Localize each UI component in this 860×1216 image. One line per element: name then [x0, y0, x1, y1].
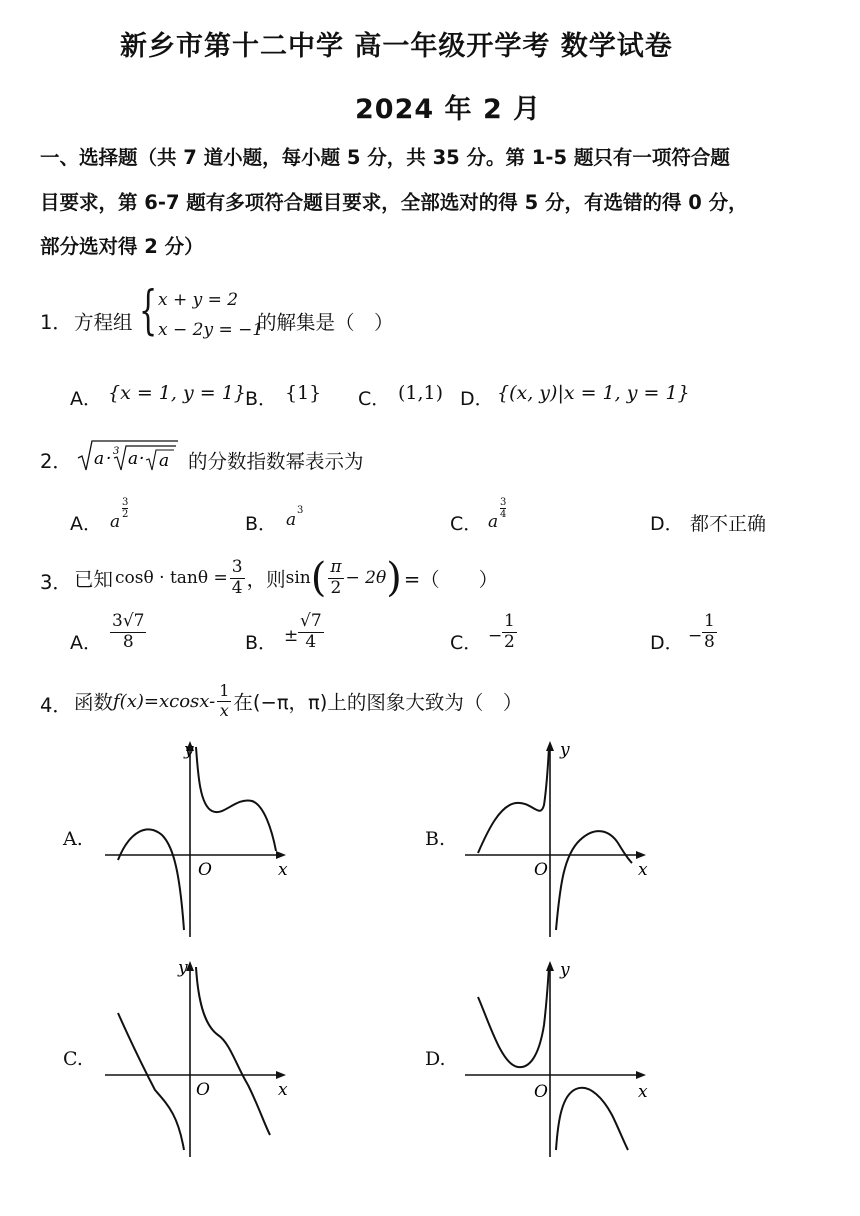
graph-c-label: C. — [63, 1048, 83, 1070]
q2-option-c-exp-num: 3 — [500, 497, 507, 508]
q1-option-c-label: C． — [358, 388, 391, 410]
q3-stem — [74, 555, 498, 601]
q3-left-paren: ( — [310, 555, 327, 601]
q3-sin: sin — [285, 568, 311, 588]
q3-option-d-num: 1 — [704, 611, 715, 631]
q1-equation-1: x + y = 2 — [158, 290, 239, 310]
q2-option-d: 都不正确 — [690, 513, 767, 535]
graph-c-curve-left — [118, 1013, 184, 1150]
q2-option-a-exp-den: 2 — [122, 509, 129, 520]
graph-a-x-label: x — [278, 860, 288, 880]
q1-suffix: 的解集是（ ） — [257, 311, 394, 334]
q3-option-a-num: 3√7 — [112, 611, 145, 631]
q3-arg-den: 2 — [330, 577, 342, 598]
graph-a-curve-right — [196, 747, 276, 851]
q1-option-d-label: D． — [460, 388, 494, 410]
q3-suffix: =（ ） — [403, 568, 499, 591]
q3-option-b-den: 4 — [305, 631, 317, 652]
q2-number: 2． — [40, 450, 72, 473]
graph-c-x-arrow — [276, 1071, 286, 1079]
svg-text:·: · — [106, 449, 112, 469]
q1-number: 1． — [40, 311, 72, 334]
q3-option-c-den: 2 — [504, 631, 515, 652]
q1-prefix: 方程组 — [74, 311, 133, 334]
q4-stem — [74, 678, 522, 724]
graph-d — [460, 955, 660, 1160]
q3-option-b-num: √7 — [300, 611, 322, 631]
graph-d-origin: O — [534, 1082, 548, 1102]
graph-b-label: B. — [425, 828, 446, 850]
q2-option-a-exponent — [122, 497, 128, 520]
graph-d-curve-right — [556, 1088, 628, 1150]
graph-b-curve-left — [478, 747, 549, 853]
q1-option-b-label: B． — [245, 388, 278, 410]
q3-given: cosθ · tanθ = — [115, 568, 228, 588]
q4-frac-num: 1 — [219, 681, 230, 701]
q3-option-b — [298, 612, 324, 652]
q2-option-b-base: a — [286, 510, 297, 530]
graph-d-x-arrow — [636, 1071, 646, 1079]
exam-date: 2024 年 2 月 — [355, 94, 542, 125]
q3-mid: ，则 — [246, 568, 286, 591]
q3-given-num: 3 — [231, 556, 243, 577]
graph-b-origin: O — [534, 860, 548, 880]
q2-option-b-exponent: 3 — [297, 505, 304, 516]
q4-frac-den: x — [219, 700, 229, 720]
q3-option-d — [702, 612, 717, 652]
graph-c-y-label: y — [178, 958, 188, 978]
q3-arg-rest: − 2θ — [345, 568, 387, 588]
q3-option-b-label: B． — [245, 632, 278, 654]
q1-brace: { — [139, 281, 158, 341]
graph-c — [100, 955, 300, 1160]
svg-text:·: · — [139, 449, 145, 469]
exam-title: 新乡市第十二中学 高一年级开学考 数学试卷 — [120, 31, 673, 62]
graph-a-origin: O — [198, 860, 212, 880]
q3-arg-fraction — [328, 558, 343, 598]
graph-b-y-label: y — [560, 740, 570, 760]
graph-c-curve-right — [196, 967, 270, 1135]
svg-text:3: 3 — [113, 446, 120, 457]
q4-number: 4． — [40, 694, 72, 717]
graph-b-curve-right — [556, 831, 632, 930]
graph-d-x-label: x — [638, 1082, 648, 1102]
q3-option-c — [502, 612, 517, 652]
section-header-line2: 目要求，第 6-7 题有多项符合题目要求，全部选对的得 5 分，有选错的得 0 分， — [40, 191, 748, 214]
q4-fraction — [217, 682, 231, 720]
graph-a-label: A. — [63, 828, 83, 850]
section-header-line3: 部分选对得 2 分） — [40, 235, 204, 258]
q3-option-c-label: C． — [450, 632, 483, 654]
q2-option-b-label: B． — [245, 513, 278, 535]
q1-option-b: {1} — [285, 382, 322, 404]
q3-number: 3． — [40, 571, 72, 594]
q3-option-a — [110, 612, 146, 652]
q2-option-c-base: a — [488, 512, 499, 532]
q2-option-a-base: a — [110, 512, 121, 532]
q3-right-paren: ) — [386, 555, 402, 601]
q3-option-c-sign: − — [488, 626, 503, 646]
graph-a-y-label: y — [184, 740, 194, 760]
graph-b-x-arrow — [636, 851, 646, 859]
q2-option-c-exp-den: 4 — [500, 509, 507, 520]
q2-option-c-exponent — [500, 497, 506, 520]
graph-a — [100, 735, 300, 940]
q1-option-c: (1,1) — [398, 382, 444, 404]
q3-given-fraction — [230, 558, 245, 598]
q1-option-a: {x = 1, y = 1} — [108, 382, 246, 404]
q3-option-d-sign: − — [688, 626, 703, 646]
graph-d-y-label: y — [560, 960, 570, 980]
q3-option-d-den: 8 — [704, 631, 715, 652]
q2-option-a-label: A． — [70, 513, 102, 535]
q3-option-b-sign: ± — [284, 626, 299, 646]
q2-suffix: 的分数指数幂表示为 — [188, 450, 364, 473]
q3-option-d-label: D． — [650, 632, 684, 654]
q3-prefix: 已知 — [74, 568, 114, 591]
svg-text:a: a — [94, 449, 105, 469]
q2-option-a-exp-num: 3 — [122, 497, 129, 508]
q2-option-d-label: D． — [650, 513, 684, 535]
q4-suffix: 在(−π，π)上的图象大致为（ ） — [233, 691, 523, 714]
graph-c-origin: O — [196, 1080, 210, 1100]
graph-b-x-label: x — [638, 860, 648, 880]
q2-option-c-label: C． — [450, 513, 483, 535]
svg-text:a: a — [128, 449, 139, 469]
svg-text:a: a — [159, 451, 170, 471]
q1-equation-2: x − 2y = −1 — [158, 320, 264, 340]
q1-option-a-label: A． — [70, 388, 102, 410]
q4-function: f(x)=xcosx- — [113, 690, 216, 712]
graph-a-x-arrow — [276, 851, 286, 859]
q3-option-a-label: A． — [70, 632, 102, 654]
graph-c-x-label: x — [278, 1080, 288, 1100]
q1-option-d: {(x, y)|x = 1, y = 1} — [497, 382, 690, 404]
q3-option-a-den: 8 — [122, 631, 134, 652]
q4-prefix: 函数 — [74, 691, 114, 714]
section-header-line1: 一、选择题（共 7 道小题，每小题 5 分，共 35 分。第 1-5 题只有一项符合题 — [40, 146, 730, 169]
graph-d-y-arrow — [546, 961, 554, 971]
graph-b — [460, 735, 660, 940]
q3-option-c-num: 1 — [504, 611, 515, 631]
graph-d-label: D. — [425, 1048, 446, 1070]
graph-a-curve-left — [118, 829, 184, 930]
q2-radical-expression — [76, 438, 180, 474]
q3-arg-num: π — [330, 556, 342, 577]
graph-d-curve-left — [478, 967, 549, 1067]
q3-given-den: 4 — [231, 577, 243, 598]
graph-b-y-arrow — [546, 741, 554, 751]
